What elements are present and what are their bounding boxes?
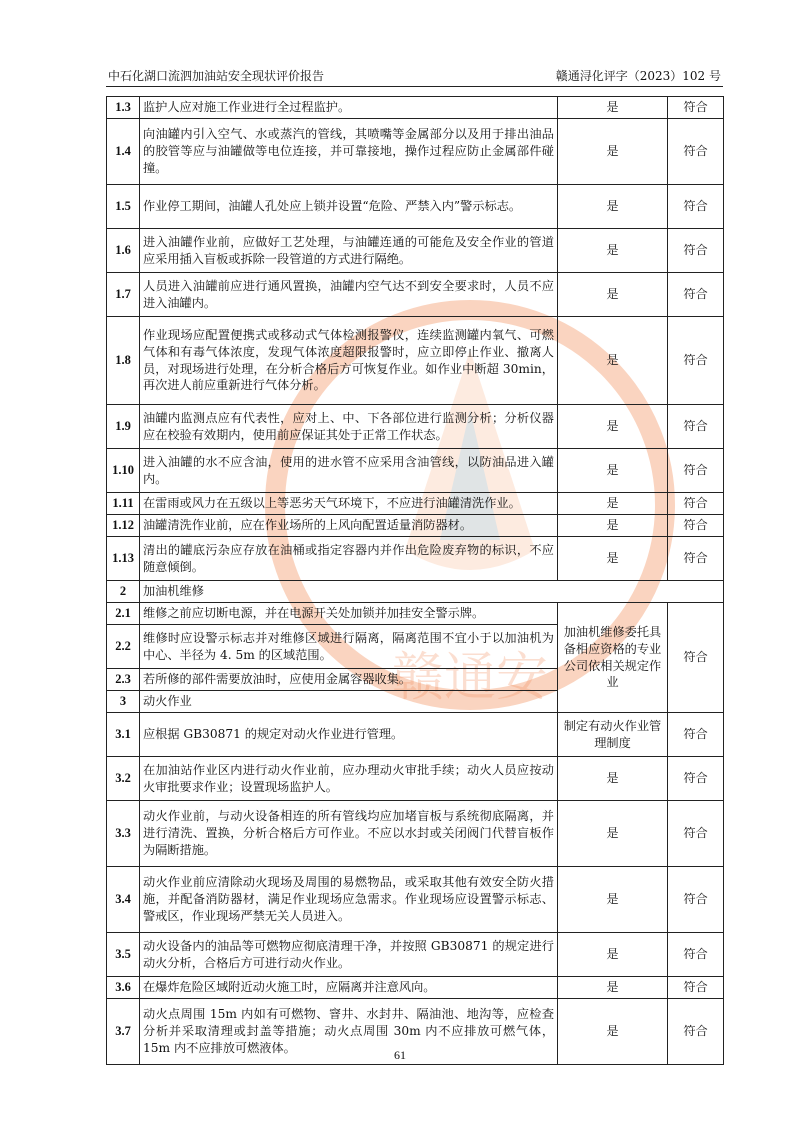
- item-requirement: 监护人应对施工作业进行全过程监护。: [140, 97, 558, 119]
- table-row: [107, 273, 724, 317]
- item-requirement: 若所修的部件需要放油时，应使用金属容器收集。: [140, 669, 558, 691]
- item-conclusion: 符合: [668, 867, 724, 933]
- item-requirement: 维修之前应切断电源，并在电源开关处加锁并加挂安全警示牌。: [140, 603, 558, 625]
- item-conclusion: 符合: [668, 97, 724, 119]
- checklist-table: [106, 96, 724, 1065]
- item-result: 是: [558, 493, 668, 515]
- checklist-body: [107, 97, 724, 1065]
- item-conclusion: 符合: [668, 999, 724, 1065]
- table-row: [107, 229, 724, 273]
- section-title: 加油机维修: [140, 581, 724, 603]
- item-requirement: 向油罐内引入空气、水或蒸汽的管线，其喷嘴等金属部分以及用于排出油品的胶管等应与油罐做等电位连接，并可靠接地，操作过程应防止金属部件碰撞。: [140, 119, 558, 185]
- section-number: 2: [107, 581, 140, 603]
- item-result: 是: [558, 185, 668, 229]
- item-number: 1.6: [107, 229, 140, 273]
- item-conclusion: 符合: [668, 185, 724, 229]
- table-row: [107, 977, 724, 999]
- item-result: 是: [558, 801, 668, 867]
- table-row: [107, 515, 724, 537]
- section-number: 3: [107, 691, 140, 713]
- item-requirement: 进入油罐作业前，应做好工艺处理，与油罐连通的可能危及安全作业的管道应采用插入盲板或拆除一段管道的方式进行隔绝。: [140, 229, 558, 273]
- section-title: 动火作业: [140, 691, 558, 713]
- item-number: 3.3: [107, 801, 140, 867]
- item-number: 3.6: [107, 977, 140, 999]
- item-result: 是: [558, 405, 668, 449]
- item-number: 1.3: [107, 97, 140, 119]
- item-number: 3.5: [107, 933, 140, 977]
- item-requirement: 作业停工期间，油罐人孔处应上锁并设置“危险、严禁入内”警示标志。: [140, 185, 558, 229]
- page-number: 61: [394, 1048, 406, 1062]
- table-row: [107, 867, 724, 933]
- item-conclusion: 符合: [668, 713, 724, 757]
- item-number: 3.2: [107, 757, 140, 801]
- item-conclusion: 符合: [668, 603, 724, 713]
- item-requirement: 作业现场应配置便携式或移动式气体检测报警仪，连续监测罐内氧气、可燃气体和有毒气体浓度，发现气体浓度超限报警时，应立即停止作业、撤离人员，对现场进行处理，在分析合格后方可恢复作业。如作业中断超 30min，再次进人前应重新进行气体分析。: [140, 317, 558, 405]
- item-conclusion: 符合: [668, 537, 724, 581]
- item-number: 3.1: [107, 713, 140, 757]
- item-conclusion: 符合: [668, 317, 724, 405]
- table-row: [107, 801, 724, 867]
- item-requirement: 动火设备内的油品等可燃物应彻底清理干净，并按照 GB30871 的规定进行动火分析，合格后方可进行动火作业。: [140, 933, 558, 977]
- watermark-text: 赣通安: [391, 648, 549, 708]
- item-result: 是: [558, 757, 668, 801]
- item-number: 3.4: [107, 867, 140, 933]
- item-requirement: 清出的罐底污杂应存放在油桶或指定容器内并作出危险废弃物的标识，不应随意倾倒。: [140, 537, 558, 581]
- item-number: 1.7: [107, 273, 140, 317]
- item-requirement: 动火作业前应清除动火现场及周围的易燃物品，或采取其他有效安全防火措施，并配备消防器材，满足作业现场应急需求。作业现场应设置警示标志、警戒区，作业现场严禁无关人员进入。: [140, 867, 558, 933]
- item-number: 3.7: [107, 999, 140, 1065]
- table-row: [107, 757, 724, 801]
- item-requirement: 在雷雨或风力在五级以上等恶劣天气环境下，不应进行油罐清洗作业。: [140, 493, 558, 515]
- item-number: 2.3: [107, 669, 140, 691]
- item-requirement: 动火点周围 15m 内如有可燃物、窨井、水封井、隔油池、地沟等，应检查分析并采取清理或封盖等措施；动火点周围 30m 内不应排放可燃气体，15m 内不应排放可燃液体。: [140, 999, 558, 1065]
- item-conclusion: 符合: [668, 801, 724, 867]
- item-number: 2.2: [107, 625, 140, 669]
- table-row: [107, 603, 724, 625]
- item-result: 加油机维修委托具备相应资格的专业公司依相关规定作业: [558, 603, 668, 713]
- item-result: 是: [558, 273, 668, 317]
- item-result: 是: [558, 867, 668, 933]
- item-requirement: 维修时应设警示标志并对维修区域进行隔离，隔离范围不宜小于以加油机为中心、半径为 4. 5m 的区域范围。: [140, 625, 558, 669]
- table-row: [107, 449, 724, 493]
- item-requirement: 油罐内监测点应有代表性，应对上、中、下各部位进行监测分析；分析仪器应在校验有效期内，使用前应保证其处于正常工作状态。: [140, 405, 558, 449]
- item-number: 1.4: [107, 119, 140, 185]
- report-title: 中石化湖口流泗加油站安全现状评价报告: [108, 69, 325, 83]
- table-row: [107, 405, 724, 449]
- item-requirement: 在爆炸危险区域附近动火施工时，应隔离并注意风向。: [140, 977, 558, 999]
- item-result: 是: [558, 229, 668, 273]
- item-number: 1.5: [107, 185, 140, 229]
- item-number: 2.1: [107, 603, 140, 625]
- item-conclusion: 符合: [668, 273, 724, 317]
- item-result: 是: [558, 933, 668, 977]
- item-number: 1.8: [107, 317, 140, 405]
- item-conclusion: 符合: [668, 405, 724, 449]
- table-row: [107, 317, 724, 405]
- section-row: [107, 581, 724, 603]
- item-requirement: 人员进入油罐前应进行通风置换，油罐内空气达不到安全要求时，人员不应进入油罐内。: [140, 273, 558, 317]
- item-number: 1.10: [107, 449, 140, 493]
- item-requirement: 在加油站作业区内进行动火作业前，应办理动火审批手续；动火人员应按动火审批要求作业；设置现场监护人。: [140, 757, 558, 801]
- table-row: [107, 97, 724, 119]
- item-result: 是: [558, 119, 668, 185]
- item-number: 1.13: [107, 537, 140, 581]
- item-number: 1.9: [107, 405, 140, 449]
- item-result: 是: [558, 317, 668, 405]
- item-number: 1.12: [107, 515, 140, 537]
- report-number: 赣通浔化评字（2023）102 号: [555, 69, 721, 83]
- item-conclusion: 符合: [668, 757, 724, 801]
- item-conclusion: 符合: [668, 493, 724, 515]
- item-conclusion: 符合: [668, 119, 724, 185]
- table-row: [107, 933, 724, 977]
- item-result: 是: [558, 515, 668, 537]
- item-number: 1.11: [107, 493, 140, 515]
- item-result: 是: [558, 537, 668, 581]
- item-requirement: 应根据 GB30871 的规定对动火作业进行管理。: [140, 713, 558, 757]
- item-requirement: 油罐清洗作业前，应在作业场所的上风向配置适量消防器材。: [140, 515, 558, 537]
- page-header: [106, 64, 723, 87]
- item-result: 制定有动火作业管理制度: [558, 713, 668, 757]
- item-result: 是: [558, 449, 668, 493]
- item-conclusion: 符合: [668, 515, 724, 537]
- table-row: [107, 713, 724, 757]
- item-result: 是: [558, 999, 668, 1065]
- item-result: 是: [558, 97, 668, 119]
- item-conclusion: 符合: [668, 933, 724, 977]
- item-conclusion: 符合: [668, 229, 724, 273]
- table-row: [107, 185, 724, 229]
- table-row: [107, 119, 724, 185]
- item-conclusion: 符合: [668, 449, 724, 493]
- table-row: [107, 537, 724, 581]
- item-requirement: 进入油罐的水不应含油，使用的进水管不应采用含油管线，以防油品进入罐内。: [140, 449, 558, 493]
- item-requirement: 动火作业前，与动火设备相连的所有管线均应加堵盲板与系统彻底隔离，并进行清洗、置换，分析合格后方可作业。不应以水封或关闭阀门代替盲板作为隔断措施。: [140, 801, 558, 867]
- item-conclusion: 符合: [668, 977, 724, 999]
- table-row: [107, 493, 724, 515]
- item-result: 是: [558, 977, 668, 999]
